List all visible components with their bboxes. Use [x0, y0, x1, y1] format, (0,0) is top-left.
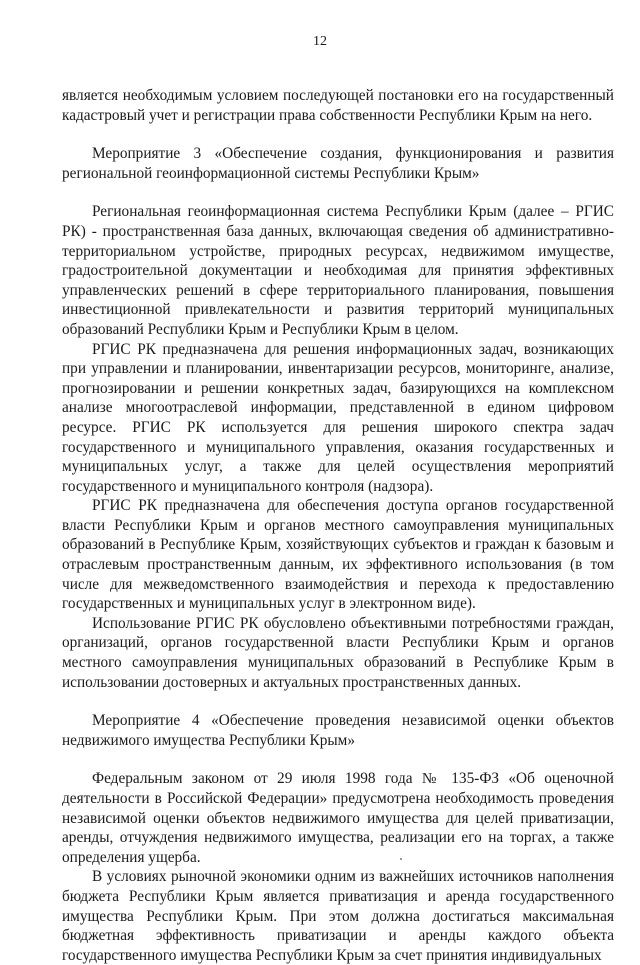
paragraph-federal-law: Федеральным законом от 29 июля 1998 года № 135-ФЗ «Об оценочной деятельности в Российской Федерации» предусмотрена необходимость проведения независимой оценки объектов недвижимого имущества для целей приватизации, аренды, отчуждения недвижимого имущества, реализации его на торгах, а также определения ущерба. [62, 770, 614, 866]
paragraph-rgis-purpose: РГИС РК предназначена для решения информационных задач, возникающих при управлении и планировании, инвентаризации ресурсов, мониторинге, анализе, прогнозировании и решении конкретных задач, базирующихся на комплексном анализе многоотраслевой информации, представленной в едином цифровом ресурсе. РГИС РК используется для решения широкого спектра задач государственного и муниципального управления, оказания государственных и муниципальных услуг, а также для целей осуществления мероприятий государственного и муниципального контроля (надзора). [62, 340, 614, 495]
paragraph-rgis-access: РГИС РК предназначена для обеспечения доступа органов государственной власти Республики Крым и органов местного самоуправления муниципальных образований в Республике Крым, хозяйствующих субъектов и граждан к базовым и отраслевым пространственным данным, их эффективного использования (в том числе для межведомственного взаимодействия и перехода к предоставлению государственных и муниципальных услуг в электронном виде). [62, 497, 614, 613]
scan-speck [400, 858, 402, 860]
paragraph-continuation: является необходимым условием последующей постановки его на государственный кадастровый учет и регистрации права собственности Республики Крым на него. [62, 87, 614, 124]
paragraph-rgis-usage: Использование РГИС РК обусловлено объективными потребностями граждан, организаций, органов государственной власти Республики Крым и органов местного самоуправления муниципальных образований в Республике Крым в использовании достоверных и актуальных пространственных данных. [62, 614, 614, 691]
section-heading-measure-3: Мероприятие 3 «Обеспечение создания, функционирования и развития региональной геоинформационной системы Республики Крым» [62, 145, 614, 182]
document-body [62, 86, 614, 965]
paragraph-rgis-definition: Региональная геоинформационная система Республики Крым (далее – РГИС РК) - пространственная база данных, включающая сведения об административно-территориальном устройстве, природных ресурсах, недвижимом имуществе, градостроительной документации и необходимая для принятия эффективных управленческих решений в сфере территориального планирования, повышения инвестиционной привлекательности и развития территорий муниципальных образований Республики Крым и Республики Крым в целом. [62, 203, 614, 338]
section-heading-measure-4: Мероприятие 4 «Обеспечение проведения независимой оценки объектов недвижимого имущества Республики Крым» [62, 712, 614, 749]
page-number: 12 [313, 34, 327, 49]
paragraph-market-economy: В условиях рыночной экономики одним из важнейших источников наполнения бюджета Республики Крым является приватизация и аренда государственного имущества Республики Крым. При этом должна достигаться максимальная бюджетная эффективность приватизации и аренды каждого объекта государственного имущества Республики Крым за счет принятия индивидуальных [62, 868, 614, 964]
